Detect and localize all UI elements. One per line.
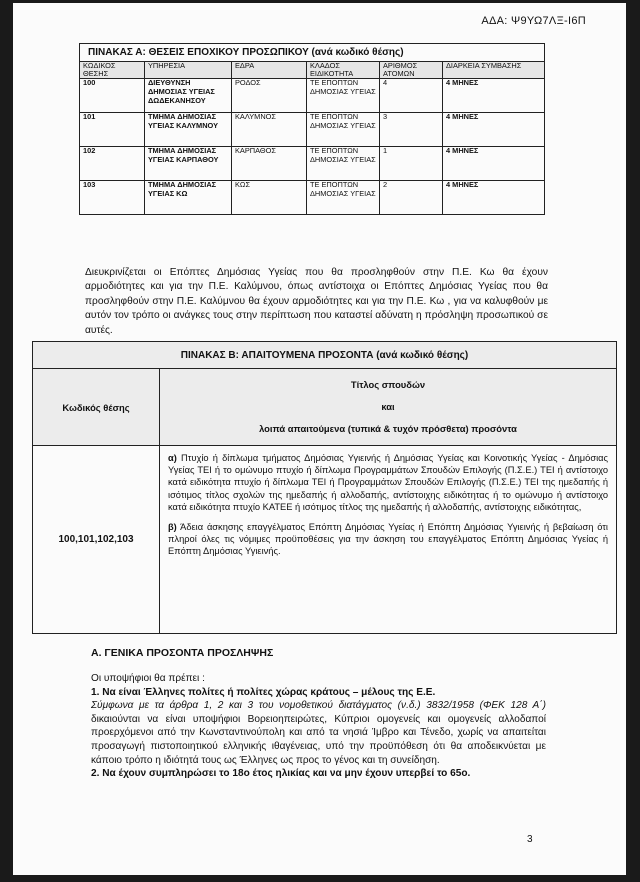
table-a-header: ΕΔΡΑ — [232, 62, 307, 79]
header-line: λοιπά απαιτούμενα (τυπικά & τυχόν πρόσθετα) προσόντα — [259, 423, 517, 434]
requirement-2: 2. Να έχουν συμπληρώσει το 18ο έτος ηλικίας και να μην έχουν υπερβεί το 65ο. — [91, 768, 471, 780]
page-number: 3 — [527, 834, 533, 845]
table-cell: 101 — [80, 113, 145, 147]
requirement-1-body: δικαιούνται να είναι υποψήφιοι Βορειοηπειρώτες, Κύπριοι ομογενείς και ομογενείς αλλοδαποί προερχόμενοι από την Κωνσταντινούπολη και από τα νησιά Ίμβρο και Τένεδο, χωρίς να απαιτείται προσαγωγή πιστοποιητικού ελληνικής ιθαγένειας, υπό την προϋπόθεση ότι θα αποδεικνύεται με κάποιο τρόπο η ιδιότητά τους ως Έλληνες ως προς το γένος και τη συνείδηση. — [91, 713, 546, 766]
table-cell: ΤΕ ΕΠΟΠΤΩΝ ΔΗΜΟΣΙΑΣ ΥΓΕΙΑΣ — [307, 79, 380, 113]
table-cell: ΡΟΔΟΣ — [232, 79, 307, 113]
table-cell: 3 — [380, 113, 443, 147]
table-a-header: ΚΛΑΔΟΣ ΕΙΔΙΚΟΤΗΤΑ — [307, 62, 380, 79]
clarification-paragraph: Διευκρινίζεται οι Επόπτες Δημόσιας Υγείας που θα προσληφθούν στην Π.Ε. Κω θα έχουν αρμοδιότητες και για την Π.Ε. Καλύμνου, όπως αντίστοιχα οι Επόπτες Δημόσιας Υγείας που θα προσληφθούν στην Π.Ε. Καλύμνου θα έχουν αρμοδιότητες και για την Π.Ε. Κω , για να καλυφθούν με αυτόν τον τρόπο οι ανάγκες τους στην περίπτωση που καταστεί αδύνατη η πρόσληψη προσωπικού σε αυτές. — [85, 267, 548, 336]
general-qualifications — [91, 672, 546, 781]
table-cell: 103 — [80, 181, 145, 215]
table-a-header: ΑΡΙΘΜΟΣ ΑΤΟΜΩΝ — [380, 62, 443, 79]
item-text: Πτυχίο ή δίπλωμα τμήματος Δημόσιας Υγιεινής ή Δημόσιας Υγείας και Κοινοτικής Υγείας - Δημόσιας Υγείας ΤΕΙ ή το ομώνυμο πτυχίο ή δίπλωμα Προγραμμάτων Σπουδών Επιλογής (Π.Σ.Ε.) ΤΕΙ ή αντίστοιχο κατά ειδικότητα πτυχίο ή δίπλωμα ΤΕΙ ή Προγραμμάτων Σπουδών Επιλογής (Π.Σ.Ε.) ΤΕΙ της ημεδαπής ή ισότιμος τίτλος σχολών της ημεδαπής ή αλλοδαπής, αντίστοιχης ειδικότητας ή το ομώνυμο ή αντίστοιχο κατά ειδικότητα πτυχίο ΚΑΤΕΕ ή ισότιμος τίτλος της ημεδαπής ή αλλοδαπής, αντίστοιχης ειδικότητας, — [168, 453, 608, 512]
qualification-a — [168, 452, 608, 513]
table-cell: 2 — [380, 181, 443, 215]
item-label: α) — [168, 453, 177, 463]
table-cell: 100 — [80, 79, 145, 113]
table-cell: ΔΙΕΥΘΥΝΣΗ ΔΗΜΟΣΙΑΣ ΥΓΕΙΑΣ ΔΩΔΕΚΑΝΗΣΟΥ — [145, 79, 232, 113]
table-cell: ΤΕ ΕΠΟΠΤΩΝ ΔΗΜΟΣΙΑΣ ΥΓΕΙΑΣ — [307, 181, 380, 215]
table-cell: 4 — [380, 79, 443, 113]
table-a-title: ΠΙΝΑΚΑΣ Α: ΘΕΣΕΙΣ ΕΠΟΧΙΚΟΥ ΠΡΟΣΩΠΙΚΟΥ (ανά κωδικό θέσης) — [80, 44, 545, 62]
table-row — [80, 79, 545, 113]
table-cell: ΤΜΗΜΑ ΔΗΜΟΣΙΑΣ ΥΓΕΙΑΣ ΚΩ — [145, 181, 232, 215]
position-codes: 100,101,102,103 — [33, 446, 160, 634]
table-cell: ΚΑΛΥΜΝΟΣ — [232, 113, 307, 147]
table-cell: 4 ΜΗΝΕΣ — [443, 181, 545, 215]
requirement-1-text — [91, 699, 546, 767]
table-b-title: ΠΙΝΑΚΑΣ Β: ΑΠΑΙΤΟΥΜΕΝΑ ΠΡΟΣΟΝΤΑ (ανά κωδικό θέσης) — [33, 342, 617, 369]
intro-line: Οι υποψήφιοι θα πρέπει : — [91, 673, 205, 684]
table-cell: ΤΕ ΕΠΟΠΤΩΝ ΔΗΜΟΣΙΑΣ ΥΓΕΙΑΣ — [307, 113, 380, 147]
table-row — [80, 147, 545, 181]
table-cell: ΤΜΗΜΑ ΔΗΜΟΣΙΑΣ ΥΓΕΙΑΣ ΚΑΡΠΑΘΟΥ — [145, 147, 232, 181]
table-a-header: ΔΙΑΡΚΕΙΑ ΣΥΜΒΑΣΗΣ — [443, 62, 545, 79]
item-label: β) — [168, 522, 177, 533]
table-a-header: ΚΩΔΙΚΟΣ ΘΕΣΗΣ — [80, 62, 145, 79]
table-a — [79, 43, 545, 215]
table-row — [80, 113, 545, 147]
qualification-b — [168, 521, 608, 558]
table-b — [32, 341, 617, 634]
table-cell: ΤΜΗΜΑ ΔΗΜΟΣΙΑΣ ΥΓΕΙΑΣ ΚΑΛΥΜΝΟΥ — [145, 113, 232, 147]
table-cell: ΚΑΡΠΑΘΟΣ — [232, 147, 307, 181]
table-b-col-quals-header — [160, 369, 617, 446]
table-cell: 4 ΜΗΝΕΣ — [443, 147, 545, 181]
item-text: Άδεια άσκησης επαγγέλματος Επόπτη Δημόσιας Υγείας ή Επόπτη Δημόσιας Υγιεινής ή βεβαίωση ότι πληροί όλες τις νόμιμες προϋποθέσεις για την άσκηση του επαγγέλματος Επόπτη Δημόσιας Υγείας ή Επόπτη Δημόσιας Υγιεινής. — [168, 522, 609, 557]
table-cell: 1 — [380, 147, 443, 181]
table-cell: 4 ΜΗΝΕΣ — [443, 113, 545, 147]
table-cell: ΚΩΣ — [232, 181, 307, 215]
table-cell: ΤΕ ΕΠΟΠΤΩΝ ΔΗΜΟΣΙΑΣ ΥΓΕΙΑΣ — [307, 147, 380, 181]
table-b-col-code-header: Κωδικός θέσης — [33, 369, 160, 446]
ada-code: ΑΔΑ: Ψ9ΥΩ7ΛΞ-Ι6Π — [481, 15, 586, 27]
header-line: Τίτλος σπουδών — [350, 379, 426, 390]
table-cell: 4 ΜΗΝΕΣ — [443, 79, 545, 113]
header-line: και — [381, 401, 395, 412]
requirement-1: 1. Να είναι Έλληνες πολίτες ή πολίτες χώρας κράτους – μέλους της Ε.Ε. — [91, 686, 436, 698]
qualifications-cell — [160, 446, 617, 634]
table-a-header: ΥΠΗΡΕΣΙΑ — [145, 62, 232, 79]
law-reference: Σύμφωνα με τα άρθρα 1, 2 και 3 του νομοθετικού διατάγματος (ν.δ.) 3832/1958 (ΦΕΚ 128 Α΄) — [91, 700, 546, 712]
table-cell: 102 — [80, 147, 145, 181]
section-title: Α. ΓΕΝΙΚΑ ΠΡΟΣΟΝΤΑ ΠΡΟΣΛΗΨΗΣ — [91, 647, 274, 659]
table-row — [80, 181, 545, 215]
